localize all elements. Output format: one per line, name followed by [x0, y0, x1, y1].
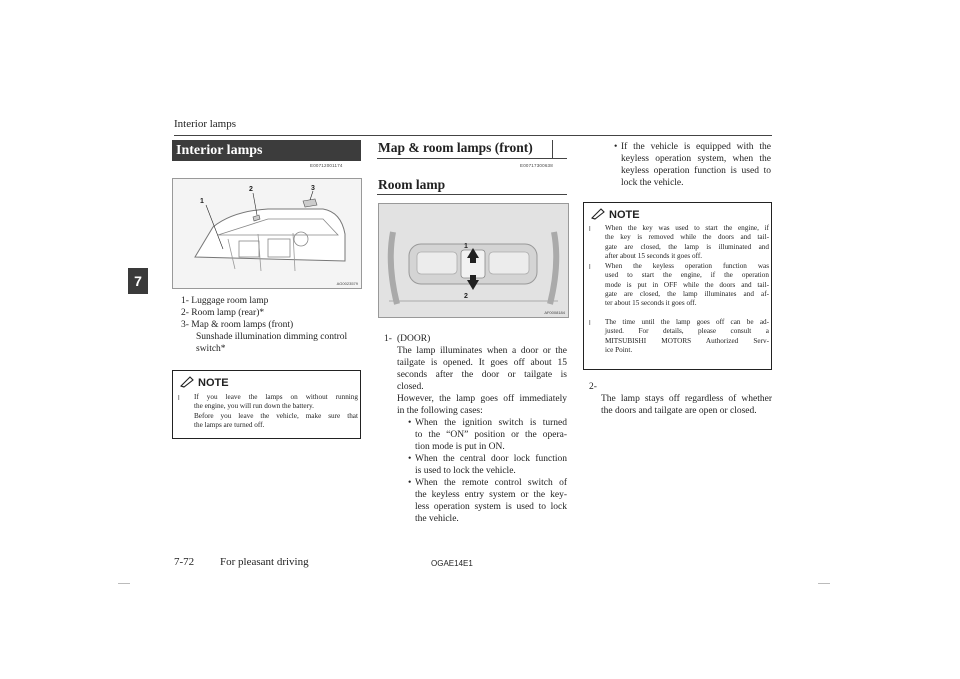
crop-mark — [118, 583, 130, 584]
note-item: When the key was used to start the engine, if the key is removed while the doors and tail- gate are closed, the lamp is illuminated and after about 15 seconds it goes off. — [605, 224, 769, 260]
section-title: Map & room lamps (front) — [378, 140, 533, 155]
pencil-icon — [180, 376, 194, 388]
section-code: E00712001174 — [310, 163, 343, 168]
note-item: The time until the lamp goes off can be ad- justed. For details, please consult a MITSUBISHI MOTORS Authorized Serv- ice Point. — [605, 318, 769, 354]
note-text: If you leave the lamps on without running the engine, you will run down the battery. Before you leave the vehicle, make sure that the lamps are turned off. — [194, 393, 358, 429]
item-text: Room lamp (rear)* — [191, 308, 265, 318]
item-label: (DOOR) — [397, 334, 431, 344]
bullet-icon: l — [589, 226, 591, 233]
item-number: 1- — [181, 296, 189, 306]
item-text: Luggage room lamp — [191, 296, 269, 306]
doc-code: OGAE14E1 — [431, 559, 473, 568]
car-interior-figure — [172, 178, 362, 289]
section-rule — [377, 158, 567, 159]
figure-code: AF0008184 — [544, 310, 565, 315]
bullet-icon: • — [408, 478, 412, 488]
bullet-icon: l — [178, 395, 180, 402]
chapter-tab: 7 — [128, 268, 148, 294]
crop-mark — [818, 583, 830, 584]
callout-2: 2 — [464, 293, 468, 300]
item-text-cont: switch* — [196, 344, 226, 354]
item-number: 2- — [589, 382, 597, 392]
item-paragraph: The lamp stays off regardless of whether the doors and tailgate are open or closed. — [601, 394, 772, 416]
note-box — [583, 202, 772, 370]
list-item — [181, 307, 264, 319]
item-number: 3- — [181, 320, 189, 330]
callout-1: 1 — [200, 198, 204, 205]
note-title: NOTE — [609, 209, 640, 221]
item-text: Map & room lamps (front) — [191, 320, 294, 330]
section-rule-tick — [552, 140, 553, 158]
bullet-icon: • — [614, 142, 618, 152]
car-cutaway-illustration — [173, 179, 361, 288]
note-header — [180, 373, 229, 391]
bullet-icon: l — [589, 264, 591, 271]
bullet-icon: l — [589, 320, 591, 327]
item-number: 2- — [181, 308, 189, 318]
subsection-title: Room lamp — [378, 177, 446, 192]
bullet-icon: • — [408, 418, 412, 428]
note-box — [172, 370, 361, 439]
footer-section: For pleasant driving — [220, 556, 309, 568]
list-item: When the central door lock function is used to lock the vehicle. — [415, 454, 567, 476]
page-number: 7-72 — [174, 556, 195, 568]
subsection-rule — [377, 194, 567, 195]
note-header — [591, 205, 640, 223]
note-title: NOTE — [198, 377, 229, 389]
bullet-icon: • — [408, 454, 412, 464]
list-item — [181, 319, 293, 331]
item-paragraph: The lamp illuminates when a door or the tailgate is opened. It goes off about 15 seconds after the door or tailgate is closed. However, the lamp goes off immediately in the following cases: — [397, 346, 567, 416]
list-item — [181, 295, 268, 307]
list-item: If the vehicle is equipped with the keyless operation system, when the keyless operation function is used to lock the vehicle. — [621, 142, 771, 188]
room-lamp-figure — [378, 203, 569, 318]
header-rule — [174, 135, 772, 136]
running-header: Interior lamps — [174, 118, 237, 130]
section-title: Interior lamps — [172, 140, 361, 161]
pencil-icon — [591, 208, 605, 220]
list-item: When the ignition switch is turned to the “ON” position or the opera- tion mode is put in ON. — [415, 418, 567, 452]
callout-2: 2 — [249, 186, 253, 193]
note-item: When the keyless operation function was used to start the engine, if the operation mode is put in OFF while the doors and tail- gate are closed, the lamp illuminates and af- ter about 15 seconds it goes off. — [605, 262, 769, 308]
callout-3: 3 — [311, 185, 315, 192]
callout-1: 1 — [464, 243, 468, 250]
list-item: When the remote control switch of the keyless entry system or the key- less operation system is used to lock the vehicle. — [415, 478, 567, 524]
section-code: E00717300638 — [520, 163, 553, 168]
figure-code: AG0023579 — [336, 281, 358, 286]
item-text-cont: Sunshade illumination dimming control — [196, 332, 348, 342]
room-lamp-illustration — [379, 204, 568, 317]
item-number: 1- — [384, 334, 392, 344]
